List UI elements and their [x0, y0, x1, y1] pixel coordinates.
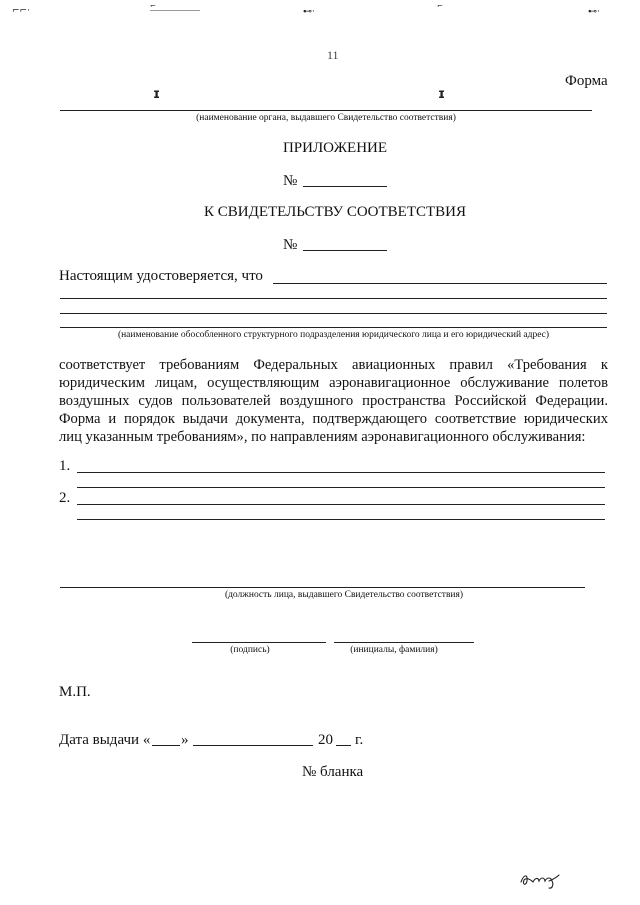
- paragraph-line: воздушных судов пользователей воздушного пространства Российской Федерации.: [59, 393, 608, 409]
- page-number: 11: [327, 48, 339, 62]
- number-label: №: [283, 173, 298, 189]
- position-line: [60, 587, 585, 588]
- appendix-title: ПРИЛОЖЕНИЕ: [282, 140, 388, 156]
- form-label: Форма: [565, 73, 608, 89]
- caption-initials: (инициалы, фамилия): [350, 645, 438, 655]
- caption-issuing-body: (наименование органа, выдавшего Свидетельство соответствия): [196, 113, 456, 123]
- item-blank: [77, 487, 605, 488]
- paragraph-line: соответствует требованиям Федеральных авиационных правил «Требования к: [59, 357, 608, 373]
- paragraph-line: Форма и порядок выдачи документа, подтверждающего соответствие юридических: [59, 411, 608, 427]
- item-number: 2.: [59, 490, 71, 506]
- month-blank: [193, 745, 313, 746]
- requirements-paragraph: [59, 356, 608, 446]
- scan-artifact: ⊷·: [303, 7, 315, 17]
- certificate-title: К СВИДЕТЕЛЬСТВУ СООТВЕТСТВИЯ: [203, 204, 467, 220]
- signature-line: [192, 642, 326, 643]
- caption-position: (должность лица, выдавшего Свидетельство соответствия): [224, 590, 464, 600]
- scan-artifact: ⌐⌐·: [12, 6, 30, 16]
- caption-subdivision: (наименование обособленного структурного подразделения юридического лица и его юридический адрес): [117, 330, 550, 340]
- scan-artifact: ⌐: [150, 2, 156, 10]
- subdivision-blank: [60, 327, 607, 328]
- scan-mark: ɪ: [153, 87, 161, 102]
- scan-artifact: ⌐: [437, 2, 443, 10]
- scan-artifact: [150, 10, 200, 11]
- paragraph-line: юридическим лицам, осуществляющим аэронавигационное обслуживание полетов: [59, 375, 608, 391]
- number-blank: [303, 250, 387, 251]
- subdivision-blank: [60, 298, 607, 299]
- item-blank: [77, 504, 605, 505]
- year-blank: [336, 745, 351, 746]
- scan-artifact: ⊷·: [588, 7, 600, 17]
- caption-signature: (подпись): [230, 645, 270, 655]
- certify-text: Настоящим удостоверяется, что: [59, 268, 263, 284]
- stamp-place: М.П.: [59, 684, 91, 700]
- scan-mark: ɪ: [438, 87, 446, 102]
- issuing-body-line: [60, 110, 592, 111]
- quote-close: »: [181, 732, 189, 748]
- number-label: №: [283, 237, 298, 253]
- handwritten-signature: [518, 868, 562, 892]
- number-blank: [303, 186, 387, 187]
- day-blank: [152, 745, 180, 746]
- year-suffix: г.: [355, 732, 364, 748]
- blank-number: № бланка: [302, 764, 364, 780]
- item-number: 1.: [59, 458, 71, 474]
- paragraph-line: лиц указанным требованиям», по направлениям аэронавигационного обслуживания:: [59, 429, 586, 445]
- item-blank: [77, 472, 605, 473]
- subdivision-blank: [60, 313, 607, 314]
- initials-line: [334, 642, 474, 643]
- year-prefix: 20: [318, 732, 333, 748]
- item-blank: [77, 519, 605, 520]
- issue-date-label: Дата выдачи «: [59, 732, 151, 748]
- subdivision-blank: [273, 283, 607, 284]
